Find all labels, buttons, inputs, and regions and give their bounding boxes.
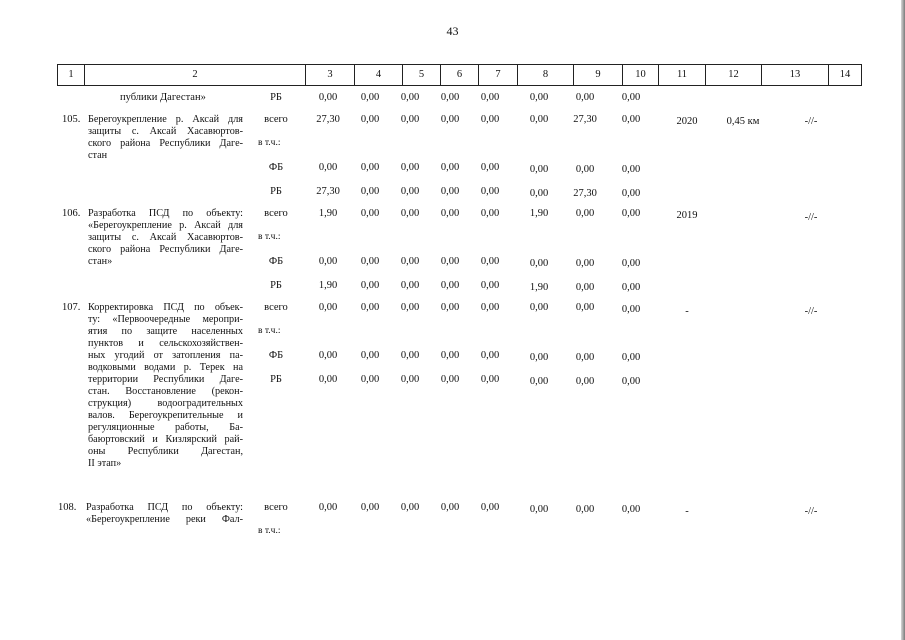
value-col-10: 0,00 [575,258,595,269]
year: 2020 [676,116,698,127]
page-number: 43 [446,24,459,38]
header-col-1: 1 [58,65,85,85]
value-col-6: 0,00 [400,114,420,125]
desc-line: защиты с. Аксай Хасавюртов- [88,126,243,137]
value-col-7: 0,00 [440,114,460,125]
value-col-9: 0,00 [529,302,549,313]
row-number: 107. [62,302,81,313]
desc-line: стан. Восстановление (рекон- [88,386,243,397]
note: -//- [804,212,818,223]
value-col-8: 0,00 [480,374,500,385]
funding-type: всего [264,114,288,125]
funding-type: всего [264,302,288,313]
value-col-7: 0,00 [440,256,460,267]
value-col-4: 1,90 [318,280,338,291]
value-col-8: 0,00 [480,92,500,103]
value-col-10: 0,00 [575,302,595,313]
value-col-10: 0,00 [575,282,595,293]
desc-line: ятия по защите населенных [88,326,243,337]
value-col-4: 0,00 [318,256,338,267]
value-col-4: 27,30 [316,114,340,125]
row-description [86,502,243,526]
value-col-7: 0,00 [440,374,460,385]
value-col-6: 0,00 [400,302,420,313]
funding-type: РБ [270,374,282,385]
value-col-6: 0,00 [400,280,420,291]
value-col-9: 0,00 [529,92,549,103]
year: - [685,306,689,317]
value-col-11: 0,00 [621,114,641,125]
value-col-10: 0,00 [575,352,595,363]
header-col-6: 6 [441,65,479,85]
value-col-8: 0,00 [480,114,500,125]
funding-type-incl: в т.ч.: [258,526,281,536]
value-col-7: 0,00 [440,186,460,197]
funding-type: РБ [270,92,282,103]
funding-type: всего [264,208,288,219]
value-col-8: 0,00 [480,186,500,197]
value-col-9: 0,00 [529,188,549,199]
value-col-5: 0,00 [360,186,380,197]
value-col-5: 0,00 [360,374,380,385]
desc-line: стан [88,150,108,161]
header-col-14: 14 [839,69,851,80]
funding-type-incl: в т.ч.: [258,232,281,242]
value-col-11: 0,00 [621,92,641,103]
desc-line: струкция) водооградительных [88,398,243,409]
value-col-5: 0,00 [360,502,380,513]
value-col-11: 0,00 [621,164,641,175]
desc-line: Берегоукрепление р. Аксай для [88,114,243,125]
row-description [88,114,243,162]
note: -//- [804,506,818,517]
value-col-11: 0,00 [621,504,641,515]
value-col-11: 0,00 [621,352,641,363]
value-col-6: 0,00 [400,186,420,197]
row-description [88,302,243,470]
value-col-9: 0,00 [529,258,549,269]
header-col-12: 12 [706,65,762,85]
value-col-7: 0,00 [440,208,460,219]
desc-line: Корректировка ПСД по объек- [88,302,243,313]
header-col-10: 10 [623,65,659,85]
desc-line: стан» [88,256,113,267]
value-col-10: 0,00 [575,208,595,219]
value-col-5: 0,00 [360,92,380,103]
value-col-6: 0,00 [400,374,420,385]
value-col-6: 0,00 [400,208,420,219]
desc-line: защиты с. Аксай Хасавюртов- [88,232,243,243]
desc-line: баюртовский и Кизлярский рай- [88,434,243,445]
value-col-7: 0,00 [440,502,460,513]
desc-line: «Берегоукрепление р. Аксай для [88,220,243,231]
header-col-9: 9 [574,65,623,85]
value-col-9: 0,00 [529,352,549,363]
value-col-5: 0,00 [360,256,380,267]
desc-line: регуляционные работы, Ба- [88,422,243,433]
value-col-5: 0,00 [360,350,380,361]
value-col-8: 0,00 [480,302,500,313]
value-col-7: 0,00 [440,280,460,291]
desc-line: валов. Берегоукрепительные и [88,410,243,421]
desc-line: оны Республики Дагестан, [88,446,243,457]
value-col-5: 0,00 [360,208,380,219]
value-col-9: 0,00 [529,504,549,515]
value-col-10: 27,30 [573,114,597,125]
funding-type: РБ [270,186,282,197]
desc-line: ского района Республики Даге- [88,244,243,255]
value-col-11: 0,00 [621,188,641,199]
year: 2019 [676,210,698,221]
value-col-9: 0,00 [529,164,549,175]
funding-type: РБ [270,280,282,291]
desc-line: ского района Республики Даге- [88,138,243,149]
value-col-11: 0,00 [621,304,641,315]
header-col-5: 5 [403,65,441,85]
value-col-4: 0,00 [318,350,338,361]
value-col-9: 1,90 [529,282,549,293]
value-col-11: 0,00 [621,376,641,387]
capacity: 0,45 км [726,116,760,127]
value-col-6: 0,00 [400,350,420,361]
year: - [685,506,689,517]
desc-line: Разработка ПСД по объекту: [86,502,243,513]
row-description [88,208,243,268]
value-col-10: 0,00 [575,376,595,387]
row-number: 105. [62,114,81,125]
value-col-5: 0,00 [360,280,380,291]
funding-type: всего [264,502,288,513]
value-col-10: 0,00 [575,504,595,515]
value-col-11: 0,00 [621,208,641,219]
header-col-8: 8 [518,65,574,85]
value-col-7: 0,00 [440,162,460,173]
value-col-8: 0,00 [480,280,500,291]
value-col-9: 0,00 [529,376,549,387]
desc-line: территории Республики Даге- [88,374,243,385]
value-col-8: 0,00 [480,350,500,361]
note: -//- [804,116,818,127]
header-col-2: 2 [85,65,306,85]
value-col-10: 0,00 [575,92,595,103]
desc-line: Разработка ПСД по объекту: [88,208,243,219]
desc-line: «Берегоукрепление реки Фал- [86,514,243,525]
funding-type: ФБ [268,350,284,361]
funding-type-incl: в т.ч.: [258,138,281,148]
value-col-5: 0,00 [360,162,380,173]
header-col-13: 13 [762,65,829,85]
value-col-10: 27,30 [573,188,597,199]
page-edge-shadow [901,0,905,640]
funding-type: ФБ [268,256,284,267]
value-col-4: 0,00 [318,92,338,103]
desc-line: ных угодий от затопления па- [88,350,243,361]
desc-line: водковыми водами р. Терек на [88,362,243,373]
value-col-6: 0,00 [400,162,420,173]
desc-line: ту: «Первоочередные меропри- [88,314,243,325]
header-col-7: 7 [479,65,518,85]
value-col-10: 0,00 [575,164,595,175]
desc-line: II этап» [88,458,122,469]
funding-type-incl: в т.ч.: [258,326,281,336]
value-col-6: 0,00 [400,92,420,103]
value-col-4: 0,00 [318,302,338,313]
value-col-6: 0,00 [400,256,420,267]
value-col-8: 0,00 [480,256,500,267]
value-col-9: 0,00 [529,114,549,125]
value-col-4: 0,00 [318,162,338,173]
value-col-8: 0,00 [480,162,500,173]
value-col-8: 0,00 [480,208,500,219]
value-col-5: 0,00 [360,302,380,313]
desc-line: пунктов и сельскохозяйствен- [88,338,243,349]
row-number: 108. [58,502,77,513]
value-col-5: 0,00 [360,114,380,125]
table-header-row [57,64,862,86]
row-number: 106. [62,208,81,219]
note: -//- [804,306,818,317]
header-col-3: 3 [306,65,355,85]
value-col-4: 27,30 [316,186,340,197]
value-col-8: 0,00 [480,502,500,513]
row-desc: публики Дагестан» [120,92,206,103]
value-col-7: 0,00 [440,92,460,103]
value-col-7: 0,00 [440,350,460,361]
value-col-9: 1,90 [529,208,549,219]
value-col-6: 0,00 [400,502,420,513]
funding-type: ФБ [268,162,284,173]
value-col-11: 0,00 [621,282,641,293]
header-col-11: 11 [659,65,706,85]
value-col-4: 0,00 [318,374,338,385]
header-col-4: 4 [355,65,403,85]
value-col-4: 1,90 [318,208,338,219]
value-col-11: 0,00 [621,258,641,269]
value-col-7: 0,00 [440,302,460,313]
value-col-4: 0,00 [318,502,338,513]
